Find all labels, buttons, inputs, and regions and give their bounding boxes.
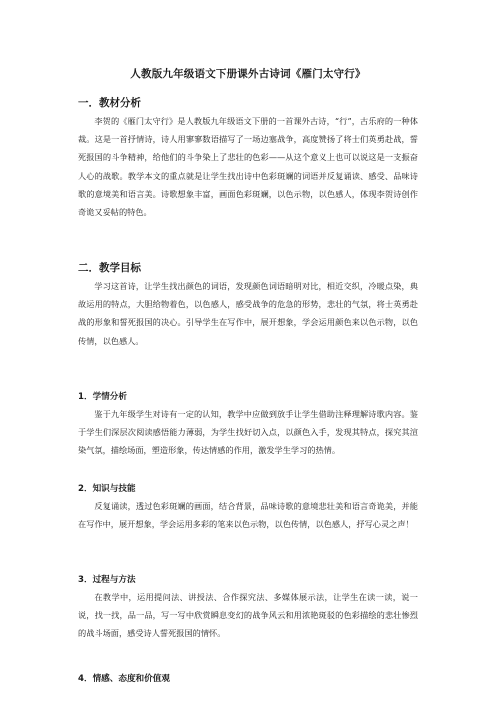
subsection-body-process-methods: 在教学中，运用提问法、讲授法、合作探究法、多媒体展示法，让学生在读一读，说一说，找一找，品一品，写一写中欣赏瞬息变幻的战争风云和用浓艳斑驳的色彩描绘的悲壮惨烈的战斗场面，感受诗人誓死报国的情怀。 bbox=[78, 592, 418, 639]
subsection-heading-emotions-values: 4．情感、态度和价值观 bbox=[78, 674, 170, 684]
section-body-objectives: 学习这首诗，让学生找出颜色的词语，发现颜色词语暗明对比，相近交织，冷暖点染，典故运用的特点，大胆给物着色，以色感人，感受战争的危急的形势，悲壮的气氛，将士英勇赴战的形象和誓死报国的决心。引导学生在写作中，展开想象，学会运用颜色来以色示物，以色传情，以色感人。 bbox=[78, 281, 418, 346]
subsection-body-learner-analysis: 鉴于九年级学生对诗有一定的认知，教学中应做到放手让学生借助注释理解诗歌内容。鉴于学生们深层次阅读感悟能力薄弱，为学生找好切入点，以颜色入手，发现其特点，探究其渲染气氛，描绘场面，塑造形象，传达情感的作用，激发学生学习的热情。 bbox=[78, 409, 418, 456]
subsection-heading-knowledge-skills: 2．知识与技能 bbox=[78, 484, 136, 494]
section-heading-objectives: 二．教学目标 bbox=[78, 262, 141, 274]
document-title: 人教版九年级语文下册课外古诗词《雁门太守行》 bbox=[130, 68, 366, 80]
subsection-heading-learner-analysis: 1．学情分析 bbox=[78, 392, 127, 402]
subsection-heading-process-methods: 3．过程与方法 bbox=[78, 575, 136, 585]
section-body-analysis: 李贺的《雁门太守行》是人教版九年级语文下册的一首课外古诗，“行”，古乐府的一种体裁。这是一首抒情诗，诗人用寥寥数语描写了一场边塞战争，高度赞扬了将士们英勇赴战，誓死报国的斗争精神，给他们的斗争染上了悲壮的色彩——从这个意义上也可以说这是一支振奋人心的战歌。教学本文的重点就是让学生找出诗中色彩斑斓的词语并反复诵读、感受、品味诗歌的意境美和语言美。诗歌想象丰富，画面色彩斑斓，以色示物，以色感人，体现李贺诗创作奇诡又妥帖的特色。 bbox=[78, 116, 418, 218]
subsection-body-knowledge-skills: 反复诵读，透过色彩斑斓的画面，结合背景，品味诗歌的意境悲壮美和语言奇诡美，并能在写作中，展开想象，学会运用多彩的笔来以色示物，以色传情，以色感人，抒写心灵之声！ bbox=[78, 501, 418, 530]
section-heading-analysis: 一．教材分析 bbox=[78, 97, 141, 109]
